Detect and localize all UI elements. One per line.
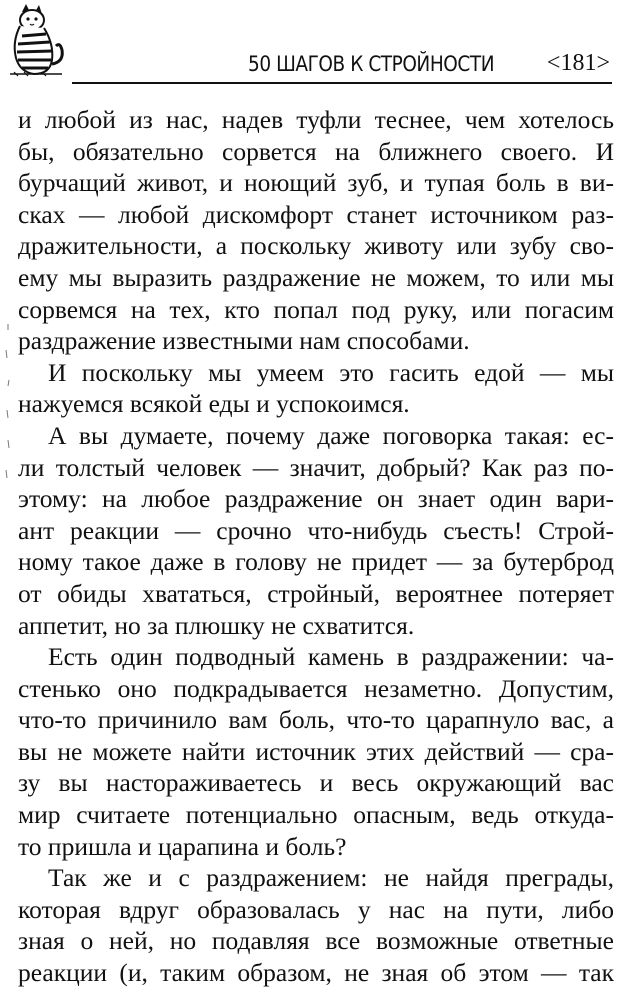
text-line: И поскольку мы умеем это гасить едой — мы — [48, 357, 614, 387]
text-line: бурчащий живот, и ноющий зуб, и тупая боль в ви- — [18, 168, 614, 198]
text-line: ли толстый человек — значит, добрый? Как раз по- — [18, 452, 614, 482]
text-line: зу вы настораживаетесь и весь окружающий вас — [18, 768, 614, 798]
text-line: этому: на любое раздражение он знает один вари- — [18, 484, 614, 514]
text-line: сках — любой дискомфорт станет источником раз- — [18, 199, 614, 229]
text-line: ному такое даже в голову не придет — за бутерброд — [18, 547, 614, 577]
text-line: А вы думаете, почему даже поговорка такая: ес- — [48, 420, 614, 450]
cat-icon — [2, 2, 68, 78]
text-line: стенько оно подкрадывается незаметно. Допустим, — [18, 673, 614, 703]
page-header — [0, 0, 620, 98]
text-line: раздражение известными нам способами. — [18, 326, 470, 356]
text-line: зная о ней, но подавляя все возможные ответные — [18, 926, 614, 956]
text-line: вы не можете найти источник этих действий — сра- — [18, 736, 614, 766]
text-line: мир считаете потенциально опасным, ведь откуда- — [18, 800, 614, 830]
running-title: 50 ШАГОВ К СТРОЙНОСТИ — [248, 52, 495, 76]
page-number: <181> — [546, 50, 610, 76]
text-line: сорвемся на тех, кто попал под руку, или погасим — [18, 294, 614, 324]
text-line: ант реакции — срочно что-нибудь съесть! Строй- — [18, 515, 614, 545]
header-rule — [72, 82, 612, 84]
text-line: что-то причинило вам боль, что-то царапнуло вас, а — [18, 705, 614, 735]
text-line: реакции (и, таким образом, не зная об этом — так — [18, 958, 614, 988]
text-line: ему мы выразить раздражение не можем, то или мы — [18, 262, 614, 292]
text-line: Есть один подводный камень в раздражении: ча- — [48, 642, 614, 672]
text-line: которая вдруг образовалась у нас на пути, либо — [18, 894, 614, 924]
text-line: нажуемся всякой еды и успокоимся. — [18, 389, 410, 419]
body-text — [18, 104, 614, 989]
text-line: бы, обязательно сорвется на ближнего своего. И — [18, 136, 614, 166]
text-line: аппетит, но за плюшку не схватится. — [18, 610, 415, 640]
text-line: Так же и с раздражением: не найдя преграды, — [48, 863, 614, 893]
text-line: и любой из нас, надев туфли теснее, чем хотелось — [18, 105, 614, 134]
text-line: от обиды хвататься, стройный, вероятнее потеряет — [18, 578, 614, 608]
scan-margin-marks — [0, 320, 14, 500]
text-line: дражительности, а поскольку животу или зубу сво- — [18, 231, 614, 261]
text-line: то пришла и царапина и боль? — [18, 831, 347, 861]
